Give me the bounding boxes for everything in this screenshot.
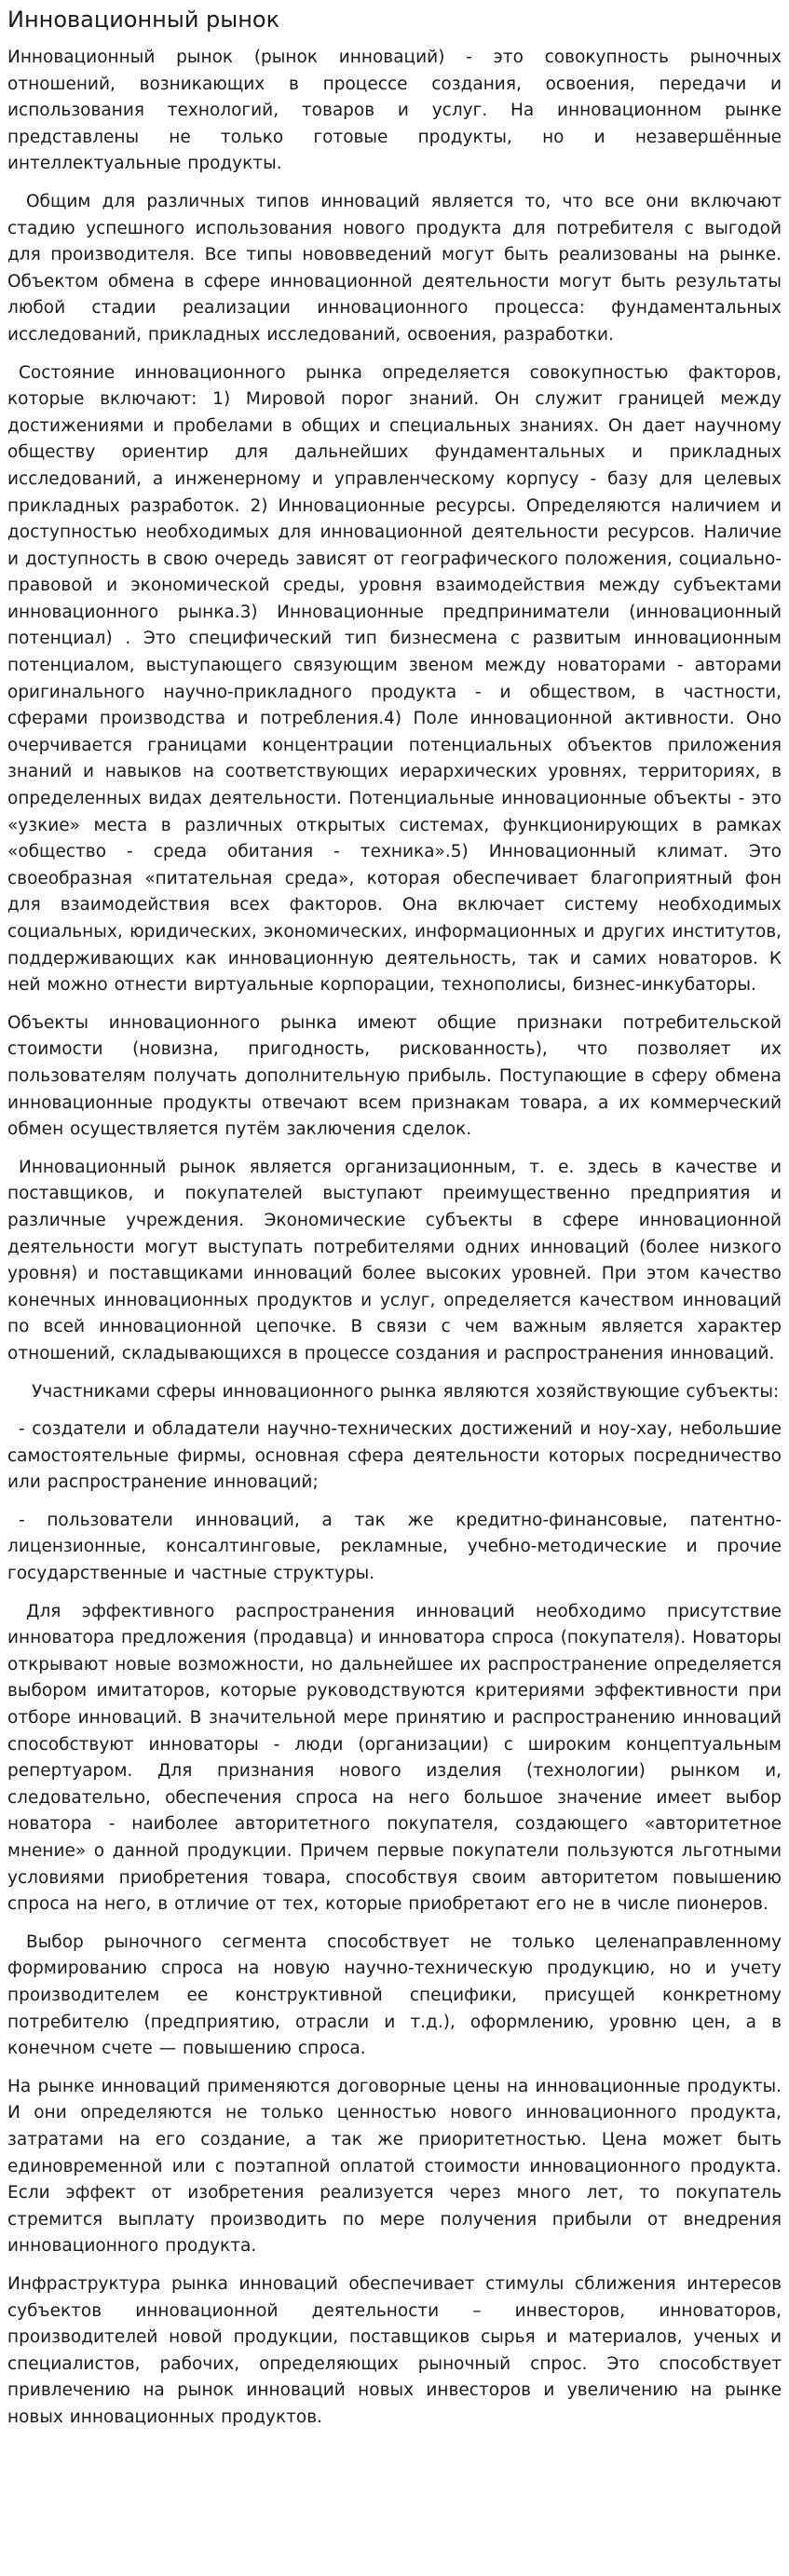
paragraph-organizational-market: Инновационный рынок является организационным, т. е. здесь в качестве и поставщиков, и покупателей выступают преимущественно предприятия и различные учреждения. Экономические субъекты в сфере инновационной деятельности могут выступать потребителями одних инноваций (более низкого уровня) и поставщиками инноваций более высоких уровней. При этом качество конечных инновационных продуктов и услуг, определяется качеством инноваций по всей инновационной цепочке. В связи с чем важным является характер отношений, складывающихся в процессе создания и распространения инноваций. — [7, 1157, 782, 1363]
page-title: Инновационный рынок — [7, 7, 280, 33]
paragraph-segment-choice: Выбор рыночного сегмента способствует не только целенаправленному формированию спроса на новую научно-техническую продукцию, но и учету производителем ее конструктивной специфики, присущей конкретному потребителю (предприятию, отрасли и т.д.), оформлению, уровню цен, а в конечном счете — повышению спроса. — [7, 1932, 782, 2059]
paragraph-market-objects: Объекты инновационного рынка имеют общие признаки потребительской стоимости (новизна, пригодность, рискованность), что позволяет их пользователям получать дополнительную прибыль. Поступающие в сферу обмена инновационные продукты отвечают всем признакам товара, а их коммерческий обмен осуществляется путём заключения сделок. — [7, 1012, 782, 1140]
paragraph-infrastructure: Инфраструктура рынка инноваций обеспечивает стимулы сближения интересов субъектов инновационной деятельности – инвесторов, инноваторов, производителей новой продукции, поставщиков сырья и материалов, ученых и специалистов, рабочих, определяющих рыночный спрос. Это способствует привлечению на рынок инноваций новых инвесторов и увеличению на рынке новых инновационных продуктов. — [7, 2273, 782, 2427]
list-item-users: - пользователи инноваций, а так же кредитно-финансовые, патентно-лицензионные, консалтинговые, рекламные, учебно-методические и прочие государственные и частные структуры. — [7, 1510, 782, 1584]
paragraph-distribution: Для эффективного распространения инноваций необходимо присутствие инноватора предложения (продавца) и инноватора спроса (покупателя). Новаторы открывают новые возможности, но дальнейшее их распространение определяется выбором имитаторов, которые руководствуются критериями эффективности при отборе инноваций. В значительной мере принятию и распространению инноваций способствуют инноваторы - люди (организации) с широким концептуальным репертуаром. Для признания нового изделия (технологии) рынком и, следовательно, обеспечения спроса на него большое значение имеет выбор новатора - наиболее авторитетного покупателя, создающего «авторитетное мнение» о данной продукции. Причем первые покупатели пользуются льготными условиями приобретения товара, способствуя своим авторитетом повышению спроса на него, в отличие от тех, которые приобретают его не в числе пионеров. — [7, 1601, 782, 1915]
list-item-creators: - создатели и обладатели научно-технических достижений и ноу-хау, небольшие самостоятельные фирмы, основная сфера деятельности которых посредничество или распространение инноваций; — [7, 1419, 782, 1493]
paragraph-common-features: Общим для различных типов инноваций является то, что все они включают стадию успешного использования нового продукта для потребителя с выгодой для производителя. Все типы нововведений могут быть реализованы на рынке. Объектом обмена в сфере инновационной деятельности могут быть результаты любой стадии реализации инновационного процесса: фундаментальных исследований, прикладных исследований, освоения, разработки. — [7, 191, 782, 345]
paragraph-pricing: На рынке инноваций применяются договорные цены на инновационные продукты. И они определяются не только ценностью нового инновационного продукта, затратами на его создание, а так же приоритетностью. Цена может быть единовременной или с поэтапной оплатой стоимости инновационного продукта. Если эффект от изобретения реализуется через много лет, то покупатель стремится выплату производить по мере получения прибыли от внедрения инновационного продукта. — [7, 2076, 782, 2257]
paragraph-market-factors: Состояние инновационного рынка определяется совокупностью факторов, которые включают: 1) Мировой порог знаний. Он служит границей между достижениями и пробелами в общих и специальных знаниях. Он дает научному обществу ориентир для дальнейших фундаментальных и прикладных исследований, а инженерному и управленческому корпусу - базу для целевых прикладных разработок. 2) Инновационные ресурсы. Определяются наличием и доступностью необходимых для инновационной деятельности ресурсов. Наличие и доступность в свою очередь зависят от географического положения, социально- правовой и экономической среды, уровня взаимодействия между субъектами инновационного рынка.3) Инновационные предприниматели (инновационный потенциал) . Это специфический тип бизнесмена с развитым инновационным потенциалом, выступающего связующим звеном между новаторами - авторами оригинального научно-прикладного продукта - и обществом, в частности, сферами производства и потребления.4) Поле инновационной активности. Оно очерчивается границами концентрации потенциальных объектов приложения знаний и навыков на соответствующих иерархических уровнях, территориях, в определенных видах деятельности. Потенциальные инновационные объекты - это «узкие» места в различных открытых системах, функционирующих в рамках «общество - среда обитания - техника».5) Инновационный климат. Это своеобразная «питательная среда», которая обеспечивает благоприятный фон для взаимодействия всех факторов. Она включает систему необходимых социальных, юридических, экономических, информационных и других институтов, поддерживающих как инновационную деятельность, так и самих новаторов. К ней можно отнести виртуальные корпорации, технополисы, бизнес-инкубаторы. — [7, 362, 782, 996]
paragraph-participants: Участниками сферы инновационного рынка являются хозяйствующие субъекты: — [32, 1381, 780, 1402]
paragraph-definition: Инновационный рынок (рынок инноваций) - это совокупность рыночных отношений, возникающих в процессе создания, освоения, передачи и использования технологий, товаров и услуг. На инновационном рынке представлены не только готовые продукты, но и незавершённые интеллектуальные продукты. — [7, 47, 782, 174]
